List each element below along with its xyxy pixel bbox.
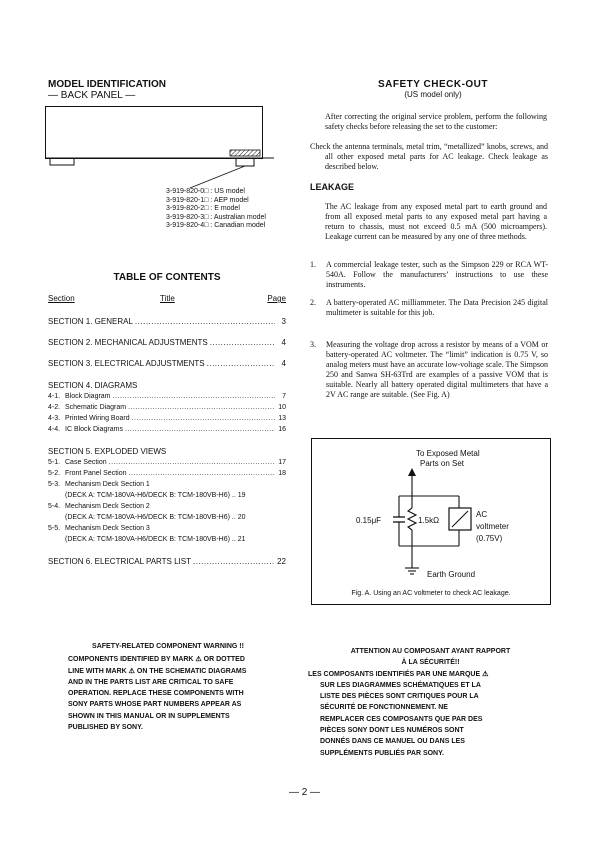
- toc-cont-page: 21: [237, 536, 246, 543]
- warning-en-line: PUBLISHED BY SONY.: [68, 724, 143, 732]
- toc-item-5-2[interactable]: [48, 470, 286, 477]
- method-text: A battery-operated AC milliammeter. The Data Precision 245 digital multimeter is suitable for this job.: [326, 298, 548, 317]
- safety-checkout-subtitle: (US model only): [404, 90, 462, 99]
- toc-section-1[interactable]: [48, 317, 286, 326]
- toc-entry-text: SECTION 6. ELECTRICAL PARTS LIST: [48, 557, 191, 566]
- toc-entry-text: SECTION 3. ELECTRICAL ADJUSTMENTS: [48, 359, 205, 368]
- warning-en-line: SHOWN IN THIS MANUAL OR IN SUPPLEMENTS: [68, 712, 230, 720]
- toc-item-num: 5-3.: [48, 481, 61, 488]
- toc-entry-page: 3: [281, 317, 286, 326]
- toc-item-num: 4-4.: [48, 426, 61, 433]
- warning-en-line: LINE WITH MARK ⚠ ON THE SCHEMATIC DIAGRAMS: [68, 667, 247, 675]
- toc-entry-text: SECTION 4. DIAGRAMS: [48, 381, 138, 390]
- toc-item-text: Schematic Diagram: [65, 404, 127, 411]
- warning-en-line: AND IN THE PARTS LIST ARE CRITICAL TO SAFE: [68, 678, 234, 686]
- method-text: Measuring the voltage drop across a resistor by means of a VOM or battery-operated AC voltmeter. The “limit” indication is 0.75 V, so analog meters must have an accurate low-voltage scale. The Simpson 250 and Sanwa SH-63Trd are examples of a passive VOM that is suitable. Nearly all battery operated digital multimeters that have a 2V AC range are suitable. (See Fig. A): [326, 340, 548, 399]
- warning-en-line: OPERATION. REPLACE THESE COMPONENTS WITH: [68, 690, 244, 698]
- fig-ground-label: Earth Ground: [427, 570, 476, 579]
- back-panel-subtitle: — BACK PANEL —: [48, 90, 136, 101]
- toc-item-text: Printed Wiring Board: [65, 415, 130, 422]
- toc-cont-page: 20: [237, 514, 246, 521]
- fig-label-top-2: Parts on Set: [420, 459, 465, 468]
- warning-fr-line: LISTE DES PIÈCES SONT CRITIQUES POUR LA: [320, 693, 479, 701]
- toc-item-page: 18: [278, 470, 286, 477]
- toc-item-text: IC Block Diagrams: [65, 426, 123, 433]
- toc-section-2[interactable]: [48, 338, 286, 347]
- toc-item-text: Mechanism Deck Section 1: [65, 481, 150, 488]
- toc-item-5-5-cont: [65, 536, 246, 543]
- safety-check: Check the antenna terminals, metal trim, “metallized” knobs, screws, and all other exposed metal parts for AC leakage. Check leakage as described below.: [310, 142, 548, 171]
- toc-entry-page: 22: [277, 557, 286, 566]
- warning-fr-line: SÉCURITÉ DE FONCTIONNEMENT. NE: [320, 704, 448, 712]
- toc-section-6[interactable]: [48, 557, 286, 566]
- toc-entry-text: SECTION 2. MECHANICAL ADJUSTMENTS: [48, 338, 208, 347]
- toc-col-section: Section: [48, 294, 75, 303]
- toc-item-num: 5-4.: [48, 503, 61, 510]
- toc-section-3[interactable]: [48, 359, 286, 368]
- toc-item-num: 5-1.: [48, 459, 61, 466]
- fig-reading-label: (0.75V): [476, 534, 503, 543]
- toc-item-5-1[interactable]: [48, 459, 286, 466]
- method-text: A commercial leakage tester, such as the Simpson 229 or RCA WT-540A. Follow the manufacturers’ instructions to use these instruments.: [326, 260, 548, 289]
- model-number-list: [166, 188, 266, 231]
- warning-fr-title-2: À LA SÉCURITÉ!!: [401, 659, 460, 667]
- warning-fr-line: REMPLACER CES COMPOSANTS QUE PAR DES: [320, 715, 483, 723]
- toc-entry-page: 4: [281, 359, 286, 368]
- toc-item-text: Front Panel Section: [65, 470, 127, 477]
- toc-col-page: Page: [267, 294, 286, 303]
- toc-section-5[interactable]: [48, 447, 286, 456]
- warning-en-line: SONY PARTS WHOSE PART NUMBERS APPEAR AS: [68, 701, 242, 709]
- toc-cont-page: 19: [237, 492, 246, 499]
- leakage-title: LEAKAGE: [310, 182, 355, 192]
- leakage-method-2: [310, 298, 548, 318]
- toc-cont-text: (DECK A: TCM-180VA-H6/DECK B: TCM-180VB-H6) ..: [65, 514, 236, 521]
- toc-cont-text: (DECK A: TCM-180VA-H6/DECK B: TCM-180VB-H6) ..: [65, 492, 236, 499]
- toc-item-5-4-cont: [65, 514, 246, 521]
- model-line: 3-919-820-1□ : AEP model: [166, 196, 249, 204]
- warning-fr-line: PIÈCES SONY DONT LES NUMÉROS SONT: [320, 727, 464, 735]
- fig-resistor-label: 1.5kΩ: [418, 516, 440, 525]
- toc-item-text: Mechanism Deck Section 2: [65, 503, 150, 510]
- toc-col-title: Title: [160, 294, 175, 303]
- figure-a-circuit: [311, 438, 551, 588]
- toc-cont-text: (DECK A: TCM-180VA-H6/DECK B: TCM-180VB-H6) ..: [65, 536, 236, 543]
- model-line: 3-919-820-2□ : E model: [166, 205, 240, 213]
- toc-entry-text: SECTION 5. EXPLODED VIEWS: [48, 447, 167, 456]
- toc-item-num: 4-2.: [48, 404, 61, 411]
- toc-item-5-4[interactable]: [48, 503, 286, 510]
- toc-item-4-2[interactable]: [48, 404, 286, 411]
- model-line: 3-919-820-0□ : US model: [166, 188, 245, 195]
- toc-entry-text: SECTION 1. GENERAL: [48, 317, 133, 326]
- toc-item-page: 16: [278, 426, 286, 433]
- leakage-text: The AC leakage from any exposed metal part to earth ground and from all exposed metal parts to any exposed metal part having a return to chassis, must not exceed 0.5 mA (500 microampers). Leakage current can be measured by any one of three methods.: [325, 202, 547, 241]
- fig-label-top-1: To Exposed Metal: [416, 449, 480, 458]
- model-line: 3-919-820-3□ : Australian model: [166, 213, 266, 221]
- toc-item-page: 10: [278, 404, 286, 411]
- page-number: — 2 —: [288, 787, 321, 798]
- toc-entry-page: 4: [281, 338, 286, 347]
- method-num: 3.: [310, 340, 316, 349]
- toc-item-text: Case Section: [65, 459, 107, 466]
- toc-item-num: 4-1.: [48, 393, 61, 400]
- toc-item-page: 13: [278, 415, 286, 422]
- safety-warning-english: [48, 641, 288, 733]
- toc-section-4[interactable]: [48, 381, 286, 390]
- model-line: 3-919-820-4□ : Canadian model: [166, 222, 266, 230]
- safety-intro: After correcting the original service problem, perform the following safety checks before releasing the set to the customer:: [325, 112, 547, 131]
- toc-item-5-3-cont: [65, 492, 246, 499]
- toc-item-4-1[interactable]: [48, 393, 286, 400]
- warning-fr-line: SUPPLÉMENTS PUBLIÉS PAR SONY.: [320, 749, 444, 757]
- toc-item-4-4[interactable]: [48, 426, 286, 433]
- toc-item-text: Mechanism Deck Section 3: [65, 525, 150, 532]
- toc-item-5-5[interactable]: [48, 525, 286, 532]
- toc-item-num: 5-5.: [48, 525, 61, 532]
- figure-a-caption: Fig. A. Using an AC voltmeter to check AC leakage.: [351, 590, 511, 597]
- toc-item-4-3[interactable]: [48, 415, 286, 422]
- warning-fr-line: DONNÉS DANS CE MANUEL OU DANS LES: [320, 738, 465, 746]
- toc-item-text: Block Diagram: [65, 393, 111, 400]
- back-panel-detail: [40, 100, 280, 200]
- warning-fr-line: SUR LES DIAGRAMMES SCHÉMATIQUES ET LA: [320, 681, 481, 689]
- safety-warning-french: [308, 646, 553, 759]
- fig-ac-label: AC: [476, 510, 488, 519]
- leakage-method-3: [310, 340, 548, 400]
- warning-fr-line: LES COMPOSANTS IDENTIFIÉS PAR UNE MARQUE ⚠: [308, 670, 489, 678]
- fig-capacitor-label: 0.15μF: [356, 516, 382, 525]
- toc-item-num: 5-2.: [48, 470, 61, 477]
- leakage-method-1: [310, 260, 548, 290]
- toc-item-page: 7: [282, 393, 286, 400]
- toc-item-page: 17: [278, 459, 286, 466]
- model-identification-title: MODEL IDENTIFICATION: [48, 79, 166, 90]
- safety-checkout-title: SAFETY CHECK-OUT: [377, 79, 489, 90]
- toc-item-5-3[interactable]: [48, 481, 286, 488]
- fig-voltmeter-label: voltmeter: [476, 522, 509, 531]
- toc-item-num: 4-3.: [48, 415, 61, 422]
- method-num: 2.: [310, 298, 316, 307]
- toc-title: TABLE OF CONTENTS: [113, 272, 221, 283]
- method-num: 1.: [310, 260, 316, 269]
- warning-fr-title-1: ATTENTION AU COMPOSANT AYANT RAPPORT: [350, 648, 511, 655]
- warning-en-title: SAFETY-RELATED COMPONENT WARNING !!: [92, 643, 244, 650]
- warning-en-line: COMPONENTS IDENTIFIED BY MARK ⚠ OR DOTTED: [68, 656, 245, 664]
